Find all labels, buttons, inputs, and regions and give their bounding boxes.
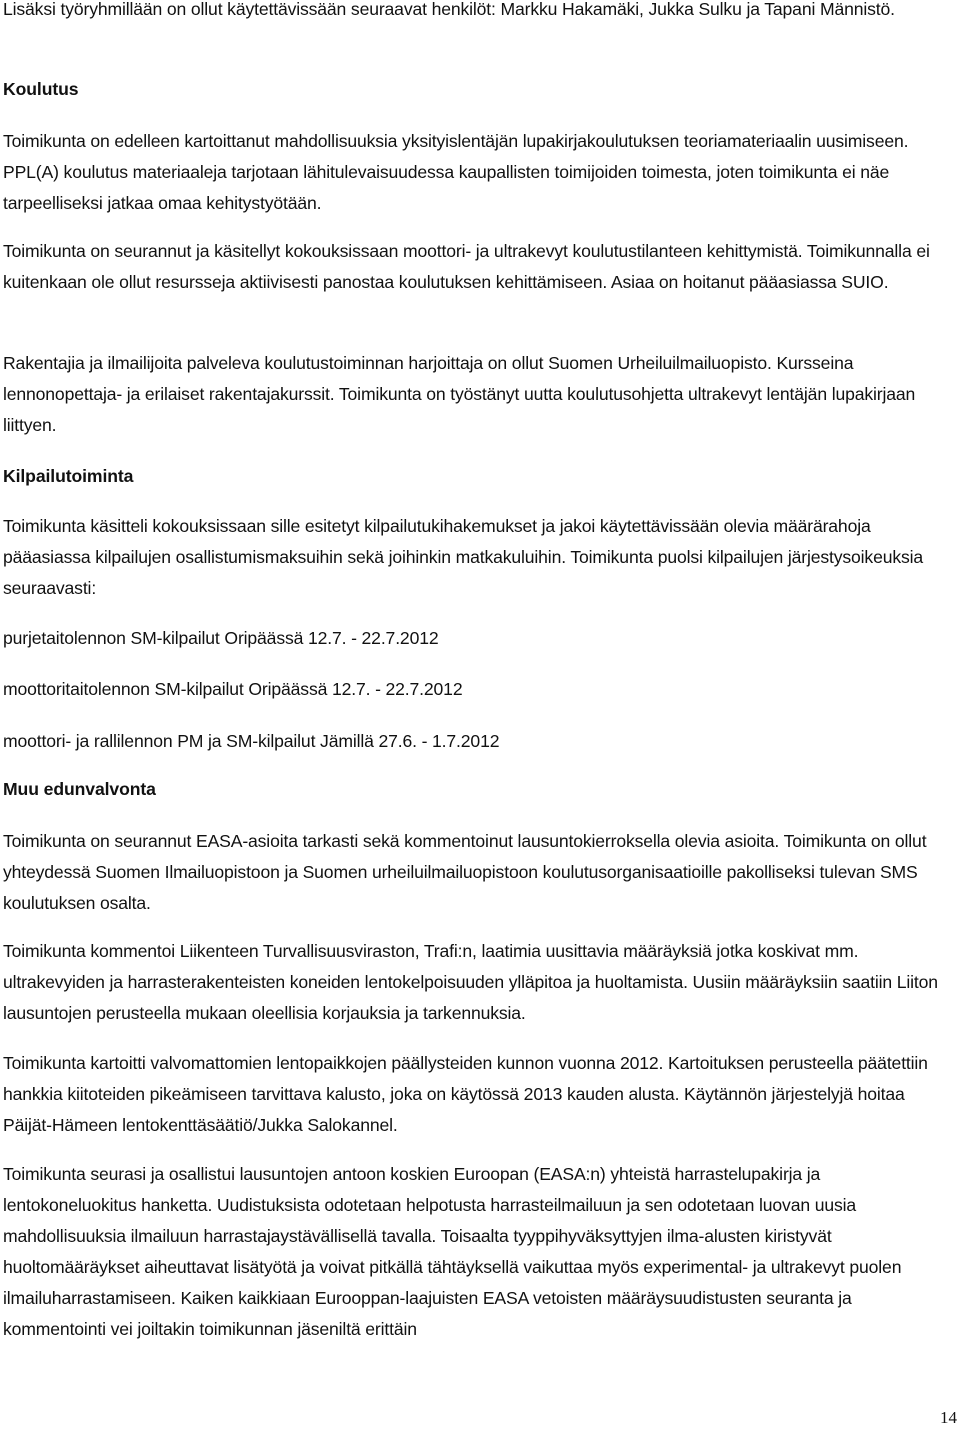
- competition-item-rally-flying: moottori- ja rallilennon PM ja SM-kilpailut Jämillä 27.6. - 1.7.2012: [3, 731, 500, 751]
- paragraph-working-group-members: Lisäksi työryhmillään on ollut käytettävissään seuraavat henkilöt: Markku Hakamäki, Jukka Sulku ja Tapani Männistö.: [3, 0, 895, 19]
- competition-item-glider-aerobatics: purjetaitolennon SM-kilpailut Oripäässä 12.7. - 22.7.2012: [3, 628, 439, 648]
- paragraph-easa-monitoring: Toimikunta on seurannut EASA-asioita tarkasti sekä kommentoinut lausuntokierroksella olevia asioita. Toimikunta on ollut yhteydessä Suomen Ilmailuopistoon ja Suomen urheiluilmailuopistoon koulutusorganisaatioille pakolliseksi tulevan SMS koulutuksen osalta.: [3, 831, 927, 913]
- competition-item-motor-aerobatics: moottoritaitolennon SM-kilpailut Oripäässä 12.7. - 22.7.2012: [3, 679, 463, 699]
- paragraph-trafi-regulations: Toimikunta kommentoi Liikenteen Turvallisuusviraston, Trafi:n, laatimia uusittavia määräyksiä jotka koskivat mm. ultrakevyiden ja harrasterakenteisten koneiden lentokelpoisuuden ylläpitoa ja huoltamista. Uusiin määräyksiin saatiin Liiton lausuntojen perusteella mukaan oleellisia korjauksia ja tarkennuksia.: [3, 941, 938, 1023]
- heading-muu-edunvalvonta: Muu edunvalvonta: [3, 779, 156, 799]
- paragraph-airfield-surfaces: Toimikunta kartoitti valvomattomien lentopaikkojen päällysteiden kunnon vuonna 2012. Kartoituksen perusteella päätettiin hankkia kiitoteiden pikeämiseen tarvittava kalusto, joka on käytössä 2013 kauden alusta. Käytännön järjestelyjä hoitaa Päijät-Hämeen lentokenttäsäätiö/Jukka Salokannel.: [3, 1053, 928, 1135]
- heading-koulutus: Koulutus: [3, 79, 79, 99]
- paragraph-easa-license: Toimikunta seurasi ja osallistui lausuntojen antoon koskien Euroopan (EASA:n) yhteistä harrastelupakirja ja lentokoneluokitus hanketta. Uudistuksista odotetaan helpotusta harrasteilmailuun ja sen odotetaan luovan uusia mahdollisuuksia ilmailuun harrastajaystävällisellä tavalla. Toisaalta tyyppihyväksyttyjen ilma-alusten kiristyvät huoltomääräykset aiheuttavat lisätyötä ja voivat pitkällä tähtäyksellä vaikuttaa myös experimental- ja ultrakevyt puolen ilmailuharrastamiseen. Kaiken kaikkiaan Eurooppan-laajuisten EASA vetoisten määräysuudistusten seuranta ja kommentointi vei joiltakin toimikunnan jäseniltä erittäin: [3, 1164, 902, 1339]
- paragraph-ultralight-training: Toimikunta on seurannut ja käsitellyt kokouksissaan moottori- ja ultrakevyt koulutustilanteen kehittymistä. Toimikunnalla ei kuitenkaan ole ollut resursseja aktiivisesti panostaa koulutuksen kehittämiseen. Asiaa on hoitanut pääasiassa SUIO.: [3, 241, 930, 292]
- paragraph-competition-grants: Toimikunta käsitteli kokouksissaan sille esitetyt kilpailutukihakemukset ja jakoi käytettävissään olevia määrärahoja pääasiassa kilpailujen osallistumismaksuihin sekä joihinkin matkakuluihin. Toimikunta puolsi kilpailujen järjestysoikeuksia seuraavasti:: [3, 516, 924, 598]
- paragraph-ppl-materials: Toimikunta on edelleen kartoittanut mahdollisuuksia yksityislentäjän lupakirjakoulutuksen teoriamateriaalin uusimiseen. PPL(A) koulutus materiaaleja tarjotaan lähitulevaisuudessa kaupallisten toimijoiden toimesta, joten toimikunta ei näe tarpeelliseksi jatkaa omaa kehitystyötään.: [3, 131, 909, 213]
- heading-kilpailutoiminta: Kilpailutoiminta: [3, 466, 134, 486]
- page-number: 14: [940, 1408, 957, 1427]
- paragraph-suio-courses: Rakentajia ja ilmailijoita palveleva koulutustoiminnan harjoittaja on ollut Suomen Urheiluilmailuopisto. Kursseina lennonopettaja- ja erilaiset rakentajakurssit. Toimikunta on työstänyt uutta koulutusohjetta ultrakevyt lentäjän lupakirjaan liittyen.: [3, 353, 916, 435]
